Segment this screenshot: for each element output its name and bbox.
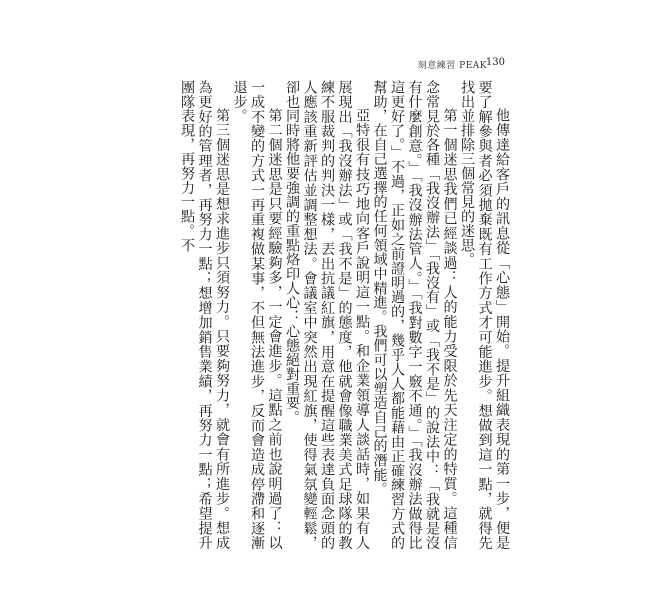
paragraph-5: 第三個迷思是想求進步只須努力。只要夠努力，就會有所進步。想成為更好的管理者，再努力一點；想增加銷售業績，再努力一點；希望提升團隊表現，再努力一點。不	[179, 80, 230, 550]
paragraph-1: 他傳達給客戶的訊息從「心態」開始。提升組織表現的第一步，便是要了解參與者必須拋棄既有工作方式才可能進步。想做到這一點，就得先找出並排除三個常見的迷思。	[459, 80, 510, 550]
paragraph-2: 第一個迷思我們已經談過：人的能力受限於先天注定的特質。這種信念常見於各種「我沒辦法」「我沒有」或「我不是」的說法中：「我就是沒有什麼創意。」「我沒辦法管人。」「我對數字一竅不通。」「我沒辦法做得比這更好了。」不過，正如之前證明過的，幾乎人人都能藉由正確練習方式的幫助，在自己選擇的任何領域中精進。我們可以塑造自己的潛能。	[371, 80, 458, 550]
vertical-body-text	[178, 80, 510, 550]
paragraph-3: 亞特很有技巧地向客戶說明這一點。和企業領導人談話時，如果有人展現出「我沒辦法」或「我不是」的態度，他就會像職業美式足球隊的教練不服裁判的判決一樣，丟出抗議紅旗，用意在提醒這些表達負面念頭的人應該重新評估並調整想法。會議室中突然出現紅旗，使得氣氛變輕鬆，卻也同時將他要強調的重點烙印人心：心態絕對重要。	[284, 80, 370, 550]
paragraph-4: 第二個迷思是只要經驗夠多，一定會進步。這點之前也說明過了：以一成不變的方式一再重複做某事，不但無法進步，反而會造成停滯和逐漸退步。	[231, 80, 283, 550]
running-header-title: 刻意練習 PEAK	[417, 61, 487, 71]
page-number: 130	[485, 57, 505, 68]
